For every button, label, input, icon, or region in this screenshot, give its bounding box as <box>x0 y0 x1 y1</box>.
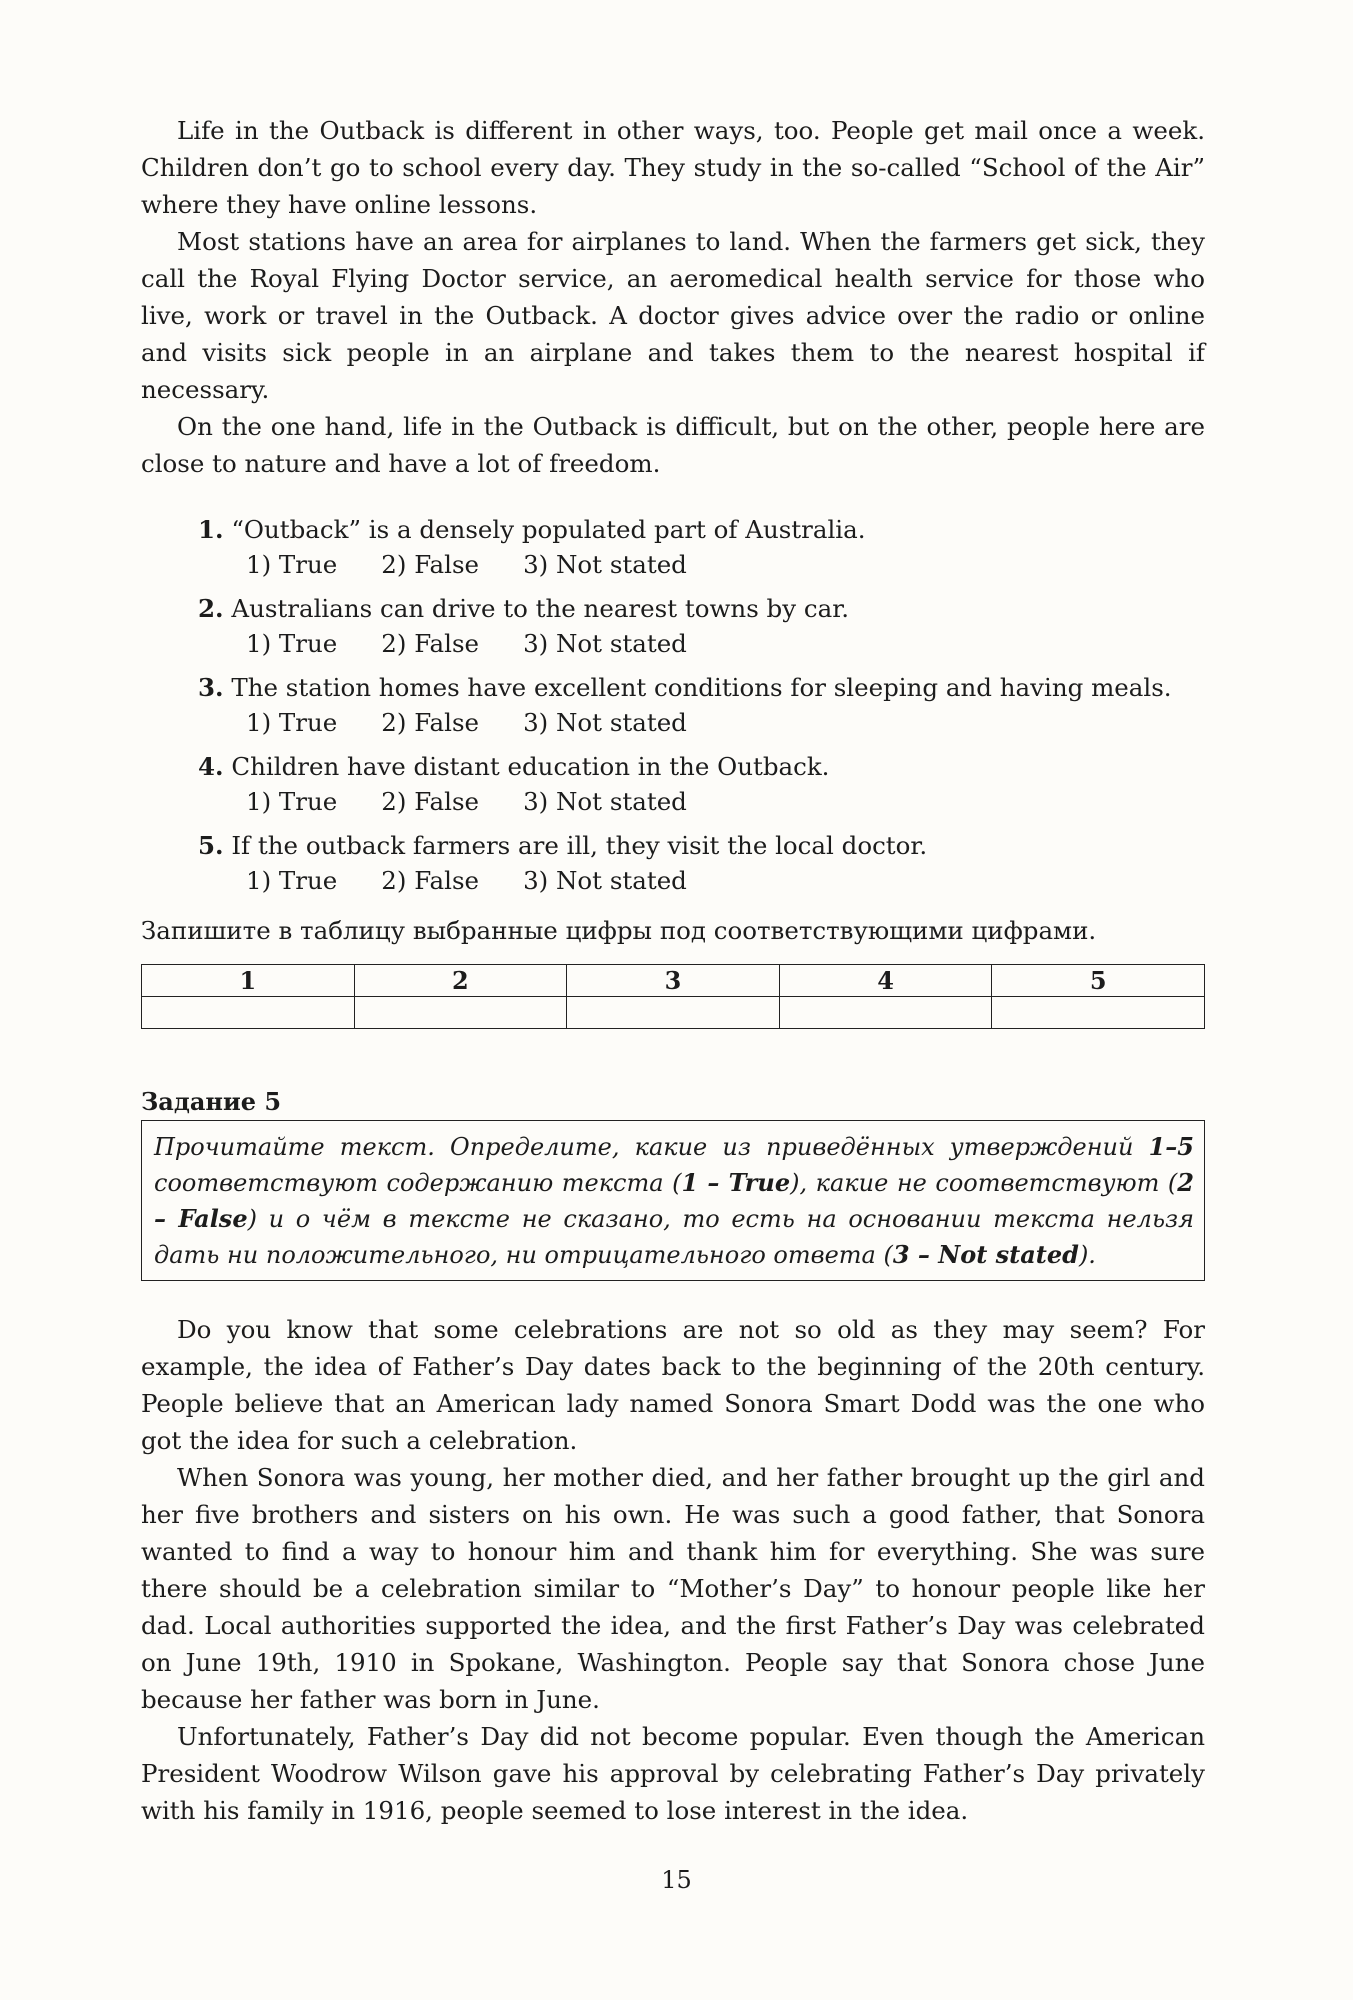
task-instruction-part: соответствуют содержанию текста ( <box>154 1169 682 1197</box>
answer-header-1: 1 <box>142 965 355 997</box>
option-true: 1) True <box>246 708 338 737</box>
option-true: 1) True <box>246 550 338 579</box>
question-4 <box>198 749 1205 819</box>
answer-table-header-row <box>142 965 1205 997</box>
story-paragraph-1: Do you know that some celebrations are not so old as they may seem? For example, the idea of Father’s Day dates back to the beginning of the 20th century. People believe that an American lady named Sonora Smart Dodd was the one who got the idea for such a celebration. <box>141 1315 1205 1455</box>
story-paragraph-2: When Sonora was young, her mother died, and her father brought up the girl and her five brothers and sisters on his own. He was such a good father, that Sonora wanted to find a way to honour him and thank him for everything. She was sure there should be a celebration similar to “Mother’s Day” to honour people like her dad. Local authorities supported the idea, and the first Father’s Day was celebrated on June 19th, 1910 in Spokane, Washington. People say that Sonora chose June because her father was born in June. <box>141 1463 1205 1714</box>
option-false: 2) False <box>381 550 480 579</box>
option-true: 1) True <box>246 866 338 895</box>
option-not-stated: 3) Not stated <box>523 550 687 579</box>
question-3 <box>198 670 1205 740</box>
option-false: 2) False <box>381 708 480 737</box>
answer-cell-3[interactable] <box>567 997 780 1029</box>
question-2 <box>198 591 1205 661</box>
answer-table <box>141 964 1205 1029</box>
story-text <box>141 1311 1205 1829</box>
option-false: 2) False <box>381 866 480 895</box>
option-false: 2) False <box>381 787 480 816</box>
option-not-stated: 3) Not stated <box>523 708 687 737</box>
story-paragraph-3: Unfortunately, Father’s Day did not become popular. Even though the American President Woodrow Wilson gave his approval by celebrating Father’s Day privately with his family in 1916, people seemed to lose interest in the idea. <box>141 1722 1205 1825</box>
question-text: If the outback farmers are ill, they visit the local doctor. <box>231 831 928 860</box>
task-instruction-part: ), какие не соответствуют ( <box>790 1169 1178 1197</box>
answer-header-4: 4 <box>779 965 992 997</box>
answer-cell-2[interactable] <box>354 997 567 1029</box>
task-instruction-part: Прочитайте текст. Определите, какие из приведённых утверждений <box>154 1133 1149 1161</box>
question-number: 3. <box>198 673 224 702</box>
answer-header-3: 3 <box>567 965 780 997</box>
task-instruction-box <box>141 1120 1205 1281</box>
answer-table-value-row <box>142 997 1205 1029</box>
intro-text <box>141 112 1205 482</box>
question-text: Australians can drive to the nearest towns by car. <box>231 594 850 623</box>
table-instruction: Запишите в таблицу выбранные цифры под соответствующими цифрами. <box>141 916 1097 945</box>
answer-header-2: 2 <box>354 965 567 997</box>
task-title: Задание 5 <box>141 1087 282 1116</box>
option-true: 1) True <box>246 787 338 816</box>
page-content <box>141 112 1205 1829</box>
task-instruction-emphasis: 1–5 <box>1148 1132 1194 1161</box>
question-5 <box>198 828 1205 898</box>
question-text: The station homes have excellent conditions for sleeping and having meals. <box>231 673 1172 702</box>
task-instruction-emphasis: 1 – True <box>681 1168 791 1197</box>
option-not-stated: 3) Not stated <box>523 866 687 895</box>
answer-cell-5[interactable] <box>992 997 1205 1029</box>
task-instruction-emphasis: 2 – False <box>154 1168 1194 1233</box>
task-instruction-part: ). <box>1078 1241 1096 1269</box>
option-true: 1) True <box>246 629 338 658</box>
option-not-stated: 3) Not stated <box>523 629 687 658</box>
question-number: 1. <box>198 515 224 544</box>
question-number: 2. <box>198 594 224 623</box>
question-number: 4. <box>198 752 224 781</box>
intro-paragraph-1: Life in the Outback is different in other ways, too. People get mail once a week. Children don’t go to school every day. They study in the so-called “School of the Air” where they have online lessons. <box>141 116 1205 219</box>
answer-cell-1[interactable] <box>142 997 355 1029</box>
option-not-stated: 3) Not stated <box>523 787 687 816</box>
question-number: 5. <box>198 831 224 860</box>
option-false: 2) False <box>381 629 480 658</box>
page-number: 15 <box>661 1866 692 1894</box>
question-1 <box>198 512 1205 582</box>
task-instruction-emphasis: 3 – Not stated <box>892 1240 1079 1269</box>
question-list <box>141 512 1205 898</box>
question-text: Children have distant education in the Outback. <box>231 752 830 781</box>
intro-paragraph-3: On the one hand, life in the Outback is difficult, but on the other, people here are close to nature and have a lot of freedom. <box>141 412 1205 478</box>
answer-cell-4[interactable] <box>779 997 992 1029</box>
intro-paragraph-2: Most stations have an area for airplanes to land. When the farmers get sick, they call the Royal Flying Doctor service, an aeromedical health service for those who live, work or travel in the Outback. A doctor gives advice over the radio or online and visits sick people in an airplane and takes them to the nearest hospital if necessary. <box>141 227 1205 404</box>
task-instruction-part: ) и о чём в тексте не сказано, то есть на основании текста нельзя дать ни положительного, ни отрицательного ответа ( <box>154 1205 1194 1269</box>
question-text: “Outback” is a densely populated part of Australia. <box>231 515 866 544</box>
answer-header-5: 5 <box>992 965 1205 997</box>
